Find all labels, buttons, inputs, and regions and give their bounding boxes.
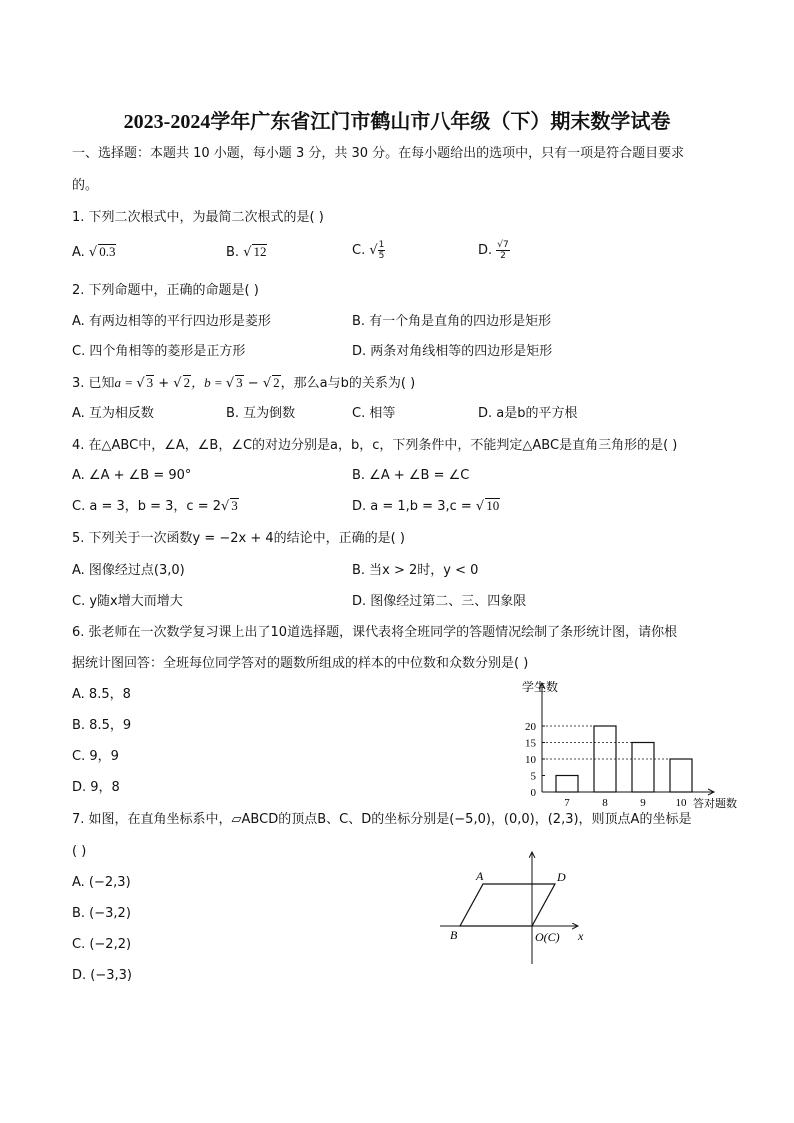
x-tick-label: 10 <box>675 797 687 809</box>
section-instruction-cont: 的。 <box>72 178 99 193</box>
q5-option-c: C. y随x增大而增大 <box>72 594 183 609</box>
q1-option-d: D. $\frac{√7}{2}$ <box>478 240 509 261</box>
q7-paren: ( ) <box>72 844 87 859</box>
x-tick-label: 7 <box>564 797 570 809</box>
q6-stem-line1: 6. 张老师在一次数学复习课上出了10道选择题，课代表将全班同学的答题情况绘制了条形统计图，请你根 <box>72 625 678 640</box>
q2-stem: 2. 下列命题中，正确的命题是( ) <box>72 283 259 298</box>
q5-option-d: D. 图像经过第二、三、四象限 <box>352 594 527 609</box>
bar-9 <box>632 743 654 793</box>
q5-stem: 5. 下列关于一次函数y = −2x + 4的结论中，正确的是( ) <box>72 531 405 546</box>
q4-option-b: B. ∠A + ∠B = ∠C <box>352 468 470 483</box>
label-a: A <box>476 869 484 883</box>
x-tick-label: 8 <box>602 797 608 809</box>
q7-stem: 7. 如图，在直角坐标系中，▱ABCD的顶点B、C、D的坐标分别是(−5,0)，(0,0)，(2,3)，则顶点A的坐标是 <box>72 812 692 827</box>
q6-option-b: B. 8.5，9 <box>72 718 132 733</box>
label-d: D <box>557 870 566 884</box>
q6-option-d: D. 9，8 <box>72 780 120 795</box>
q4-option-a: A. ∠A + ∠B = 90° <box>72 468 192 483</box>
q7-option-b: B. (−3,2) <box>72 906 131 921</box>
q2-option-a: A. 有两边相等的平行四边形是菱形 <box>72 314 271 329</box>
q3-stem: 3. 已知a = √ 3 + √ 2，b = √ 3 − √ 2，那么a与b的关系为( ) <box>72 375 416 391</box>
x-tick-label: 9 <box>640 797 646 809</box>
bar-8 <box>594 726 616 792</box>
y-tick-label: 15 <box>525 737 536 750</box>
q6-option-a: A. 8.5，8 <box>72 687 131 702</box>
q6-option-c: C. 9，9 <box>72 749 119 764</box>
q4-stem: 4. 在△ABC中，∠A，∠B，∠C的对边分别是a，b，c，下列条件中，不能判定△ABC是直角三角形的是( ) <box>72 438 678 453</box>
y-tick-label: 10 <box>525 754 536 766</box>
q3-option-a: A. 互为相反数 <box>72 406 154 421</box>
q2-option-c: C. 四个角相等的菱形是正方形 <box>72 344 246 359</box>
q5-option-b: B. 当x > 2时，y < 0 <box>352 563 479 578</box>
parallelogram-figure <box>440 848 600 968</box>
q1-option-b: B. √ 12 <box>226 244 267 260</box>
y-tick-label: 0 <box>530 787 536 799</box>
bar-chart <box>500 676 760 812</box>
q1-option-a: A. √ 0.3 <box>72 244 116 260</box>
q1-stem: 1. 下列二次根式中，为最简二次根式的是( ) <box>72 210 324 225</box>
y-tick-label: 5 <box>530 770 536 783</box>
q7-option-d: D. (−3,3) <box>72 968 132 983</box>
section-instruction: 一、选择题：本题共 10 小题，每小题 3 分，共 30 分。在每小题给出的选项中，只有一项是符合题目要求 <box>72 146 685 161</box>
parallelogram-abcd <box>460 884 555 926</box>
page-title: 2023-2024学年广东省江门市鹤山市八年级（下）期末数学试卷 <box>123 111 671 133</box>
y-tick-label: 20 <box>525 721 536 733</box>
q6-stem-line2: 据统计图回答：全班每位同学答对的题数所组成的样本的中位数和众数分别是( ) <box>72 656 529 671</box>
q4-option-c: C. a = 3，b = 3，c = 2√ 3 <box>72 498 238 514</box>
bar-7 <box>556 776 578 793</box>
q7-option-c: C. (−2,2) <box>72 937 132 952</box>
q3-option-c: C. 相等 <box>352 406 396 421</box>
q1-option-c: C. √ $\frac{1}{5}$ <box>352 240 385 261</box>
label-b: B <box>450 928 458 942</box>
label-o: O(C) <box>535 930 560 944</box>
q3-option-d: D. a是b的平方根 <box>478 406 578 421</box>
bar-10 <box>670 759 692 792</box>
q5-option-a: A. 图像经过点(3,0) <box>72 563 185 578</box>
q7-option-a: A. (−2,3) <box>72 875 131 890</box>
q2-option-b: B. 有一个角是直角的四边形是矩形 <box>352 314 552 329</box>
q2-option-d: D. 两条对角线相等的四边形是矩形 <box>352 344 553 359</box>
x-axis-label: 答对题数 <box>693 798 737 810</box>
label-x: x <box>578 929 584 943</box>
q4-option-d: D. a = 1,b = 3,c = √ 10 <box>352 498 500 514</box>
y-axis-label: 学生数 <box>522 680 559 694</box>
q3-option-b: B. 互为倒数 <box>226 406 296 421</box>
